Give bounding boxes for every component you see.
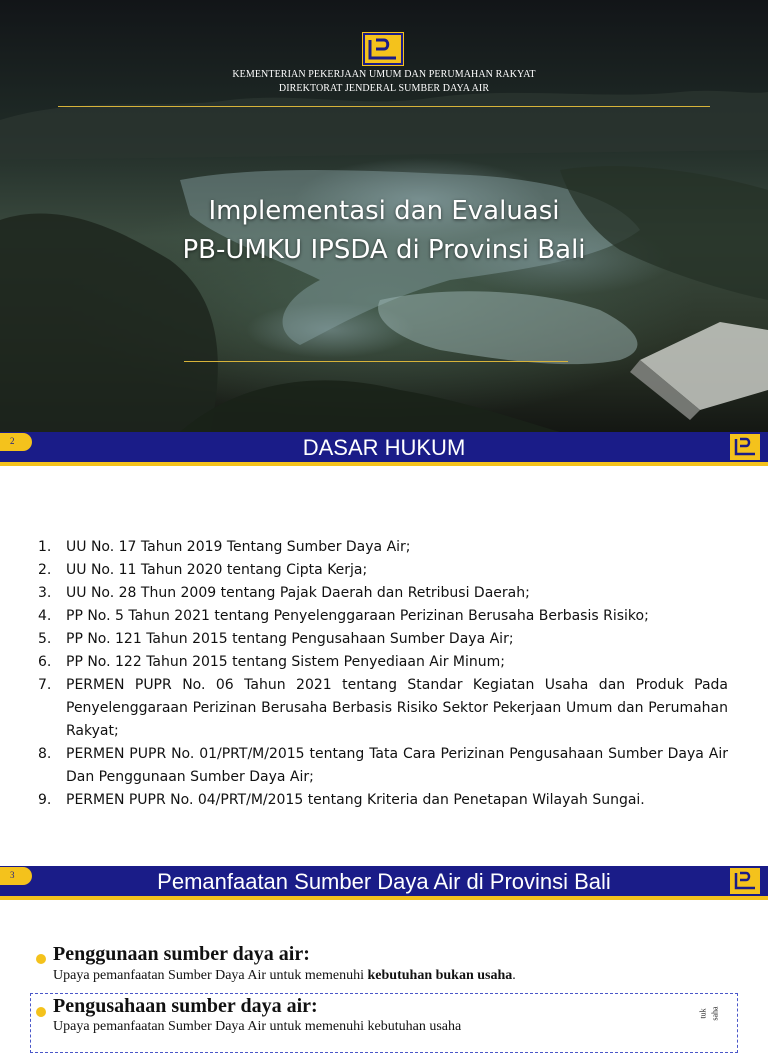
pupr-logo (362, 32, 404, 66)
list-item: 4. PP No. 5 Tahun 2021 tentang Penyelenggaraan Perizinan Berusaha Berbasis Risiko; (38, 608, 649, 624)
list-item: 3. UU No. 28 Thun 2009 tentang Pajak Daerah dan Retribusi Daerah; (38, 585, 530, 601)
title-slide (0, 0, 768, 432)
ministry-name: KEMENTERIAN PEKERJAAN UMUM DAN PERUMAHAN RAKYAT (232, 69, 536, 80)
bullet-icon (36, 954, 46, 964)
business-description: Upaya pemanfaatan Sumber Daya Air untuk memenuhi kebutuhan usaha (53, 1019, 462, 1034)
water-utilization-slide (0, 866, 768, 1034)
slide-header-bar (0, 432, 768, 462)
bullet-icon (36, 1007, 46, 1017)
slide-number: 3 (0, 867, 32, 885)
list-item: 5. PP No. 121 Tahun 2015 tentang Pengusahaan Sumber Daya Air; (38, 631, 514, 647)
pupr-logo-icon (730, 434, 760, 460)
usage-heading: Penggunaan sumber daya air: (53, 943, 310, 965)
side-note: tuk saha (698, 1006, 720, 1021)
title-underline (184, 361, 568, 362)
legal-basis-slide (0, 432, 768, 866)
header-divider (58, 106, 710, 107)
list-item: 8. PERMEN PUPR No. 01/PRT/M/2015 tentang Tata Cara Perizinan Pengusahaan Sumber Daya Air Dan Penggunaan Sumber Daya Air; (38, 746, 728, 785)
list-item: 9. PERMEN PUPR No. 04/PRT/M/2015 tentang Kriteria dan Penetapan Wilayah Sungai. (38, 792, 645, 808)
slide-header-bar (0, 866, 768, 896)
header-stripe (0, 896, 768, 900)
slide-number: 2 (0, 433, 32, 451)
list-item: 1. UU No. 17 Tahun 2019 Tentang Sumber Daya Air; (38, 539, 411, 555)
usage-description: Upaya pemanfaatan Sumber Daya Air untuk memenuhi kebutuhan bukan usaha. (53, 968, 516, 983)
slide-heading: DASAR HUKUM (302, 435, 466, 460)
legal-basis-list (38, 536, 728, 812)
business-heading: Pengusahaan sumber daya air: (53, 995, 318, 1017)
title-line-1: Implementasi dan Evaluasi (208, 196, 560, 226)
directorate-name: DIREKTORAT JENDERAL SUMBER DAYA AIR (278, 83, 490, 94)
title-line-2: PB-UMKU IPSDA di Provinsi Bali (182, 235, 586, 265)
pupr-logo-icon (730, 868, 760, 894)
list-item: 2. UU No. 11 Tahun 2020 tentang Cipta Kerja; (38, 562, 368, 578)
list-item: 6. PP No. 122 Tahun 2015 tentang Sistem Penyediaan Air Minum; (38, 654, 506, 670)
list-item: 7. PERMEN PUPR No. 06 Tahun 2021 tentang Standar Kegiatan Usaha dan Produk Pada Penyelenggaraan Perizinan Berusaha Berbasis Risiko Sektor Pekerjaan Umum dan Perumahan Rakyat; (38, 677, 728, 739)
header-stripe (0, 462, 768, 466)
slide-heading: Pemanfaatan Sumber Daya Air di Provinsi Bali (157, 869, 611, 894)
